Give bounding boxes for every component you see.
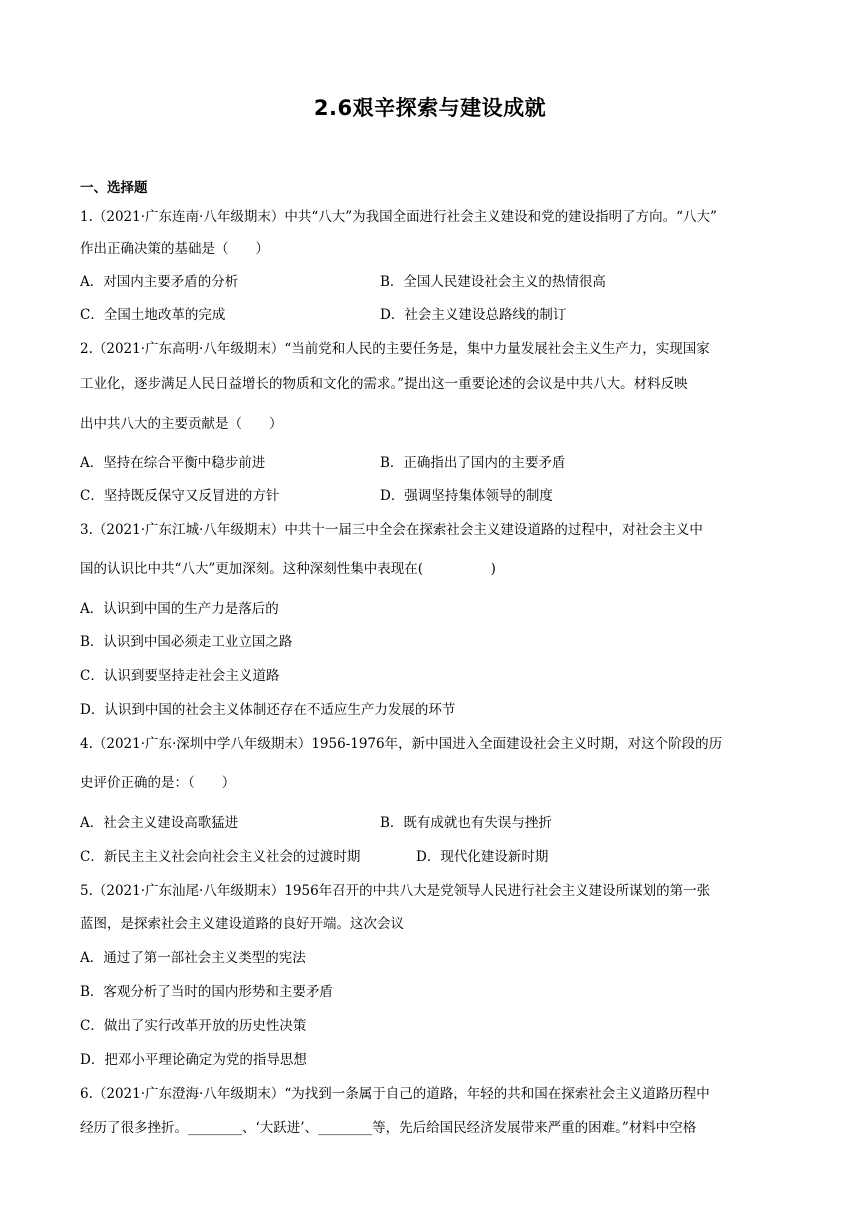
question-2-line-3: 出中共八大的主要贡献是（ ） xyxy=(80,416,283,432)
question-5-line-1: 5.（2021·广东汕尾·八年级期末）1956年召开的中共八大是党领导人民进行社会主义建设所谋划的第一张 xyxy=(80,883,711,899)
question-2-option-c: C．坚持既反保守又反冒进的方针 xyxy=(80,488,280,504)
question-2-option-b: B．正确指出了国内的主要矛盾 xyxy=(380,455,566,471)
question-2-line-2: 工业化，逐步满足人民日益增长的物质和文化的需求。”提出这一重要论述的会议是中共八大。材料反映 xyxy=(80,376,688,392)
question-4-option-c: C．新民主主义社会向社会主义社会的过渡时期 xyxy=(80,849,361,865)
question-3-option-c: C．认识到要坚持走社会主义道路 xyxy=(80,668,280,684)
question-2-line-1: 2.（2021·广东高明·八年级期末）“当前党和人民的主要任务是，集中力量发展社会主义生产力，实现国家 xyxy=(80,341,710,357)
question-4-option-d: D．现代化建设新时期 xyxy=(416,849,549,865)
page-title: 2.6艰辛探索与建设成就 xyxy=(313,96,547,120)
question-5-option-d: D．把邓小平理论确定为党的指导思想 xyxy=(80,1052,307,1068)
question-1-option-c: C．全国土地改革的完成 xyxy=(80,307,226,323)
question-3-option-a: A．认识到中国的生产力是落后的 xyxy=(80,601,279,617)
question-4-option-a: A．社会主义建设高歌猛进 xyxy=(80,815,239,831)
question-2-option-d: D．强调坚持集体领导的制度 xyxy=(380,488,553,504)
question-6-line-1: 6.（2021·广东澄海·八年级期末）“为找到一条属于自己的道路，年轻的共和国在探索社会主义道路历程中 xyxy=(80,1086,710,1102)
question-1-option-b: B．全国人民建设社会主义的热情很高 xyxy=(380,274,606,290)
question-4-option-b: B．既有成就也有失误与挫折 xyxy=(380,815,552,831)
question-5-line-2: 蓝图，是探索社会主义建设道路的良好开端。这次会议 xyxy=(80,916,404,932)
question-4-line-1: 4.（2021·广东·深圳中学八年级期末）1956-1976年，新中国进入全面建设社会主义时期，对这个阶段的历 xyxy=(80,736,723,752)
question-3-line-2: 国的认识比中共“八大”更加深刻。这种深刻性集中表现在( ) xyxy=(80,561,496,577)
question-4-line-2: 史评价正确的是：（ ） xyxy=(80,775,236,791)
question-3-line-1: 3.（2021·广东江城·八年级期末）中共十一届三中全会在探索社会主义建设道路的过程中，对社会主义中 xyxy=(80,522,703,538)
question-2-option-a: A．坚持在综合平衡中稳步前进 xyxy=(80,455,266,471)
question-1-option-d: D．社会主义建设总路线的制订 xyxy=(380,307,567,323)
section-heading: 一、选择题 xyxy=(80,180,148,196)
question-5-option-c: C．做出了实行改革开放的历史性决策 xyxy=(80,1018,307,1034)
question-1-option-a: A．对国内主要矛盾的分析 xyxy=(80,274,239,290)
question-5-option-a: A．通过了第一部社会主义类型的宪法 xyxy=(80,950,306,966)
question-6-line-2: 经历了很多挫折。________、‘大跃进’、________等，先后给国民经济发展带来严重的困难。”材料中空格 xyxy=(80,1120,697,1136)
question-5-option-b: B．客观分析了当时的国内形势和主要矛盾 xyxy=(80,984,333,1000)
question-1-line-2: 作出正确决策的基础是（ ） xyxy=(80,241,269,257)
question-3-option-b: B．认识到中国必须走工业立国之路 xyxy=(80,634,293,650)
question-1-line-1: 1.（2021·广东连南·八年级期末）中共“八大”为我国全面进行社会主义建设和党的建设指明了方向。“八大” xyxy=(80,209,717,225)
question-3-option-d: D．认识到中国的社会主义体制还存在不适应生产力发展的环节 xyxy=(80,702,456,718)
